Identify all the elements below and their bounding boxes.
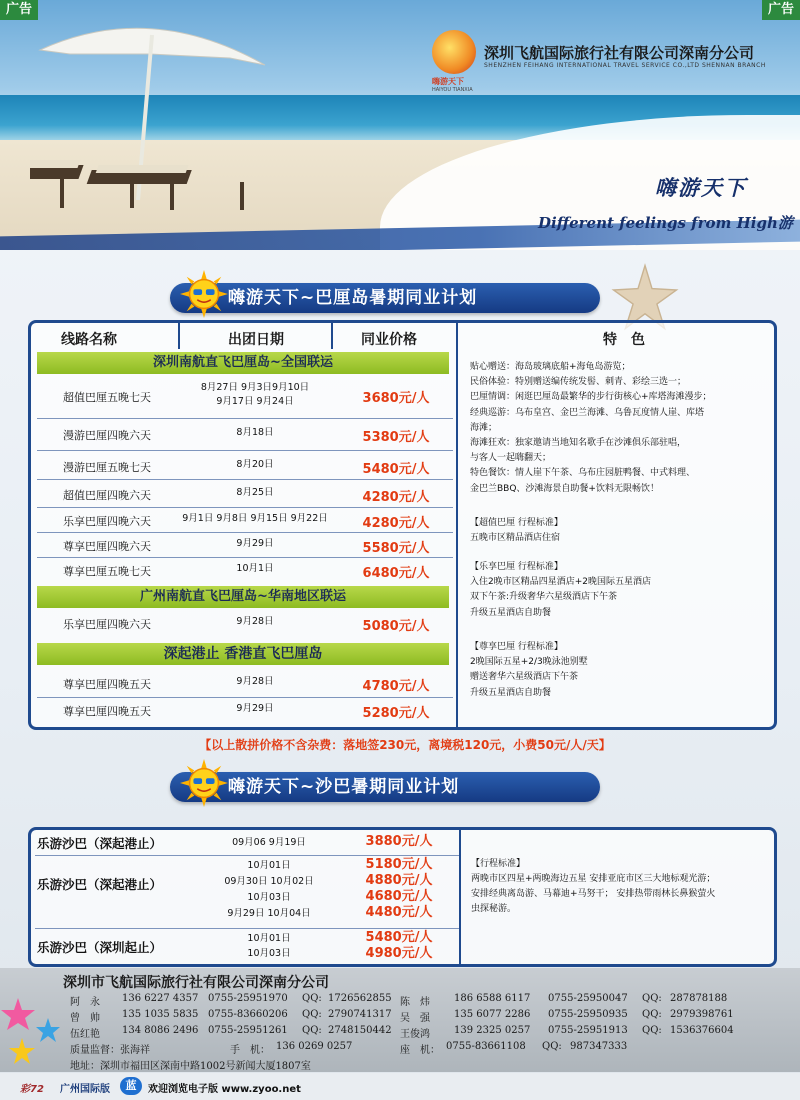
- sun-sunglasses-icon: [180, 759, 228, 807]
- brand-logo-icon: [432, 30, 476, 74]
- header-date: 出团日期: [228, 332, 284, 348]
- depart-date: 9月28日: [236, 616, 274, 627]
- price-line: 4980元/人: [365, 946, 433, 961]
- table-row: [37, 672, 453, 694]
- contact-qq: 2979398761: [670, 1009, 734, 1020]
- contact-qq: 287878188: [670, 993, 728, 1004]
- feature-line: 海滩狂欢：独家邀请当地知名歌手在沙滩俱乐部驻唱，: [470, 438, 687, 449]
- depart-date: [199, 931, 339, 961]
- sabah-features: [471, 857, 771, 917]
- column-divider: [459, 830, 461, 964]
- qq-label: QQ:: [302, 993, 322, 1004]
- colorful-stars-icon: [0, 978, 70, 1072]
- feature-line: 海滩；: [470, 422, 498, 433]
- depart-date: 9月28日: [236, 676, 274, 687]
- sabah-plan-table: [28, 827, 777, 967]
- bali-features: [470, 360, 760, 497]
- depart-date: 8月20日: [236, 459, 274, 470]
- table-row: [37, 612, 453, 634]
- row-divider: [37, 532, 453, 533]
- feature-line: 巴厘情调：闲逛巴厘岛最繁华的步行街核心+库塔海滩漫步；: [470, 392, 712, 403]
- standard-line: 升级五星酒店自助餐: [470, 607, 552, 618]
- qq-label: QQ:: [542, 1041, 562, 1052]
- price-line: 5480元/人: [365, 930, 433, 945]
- bali-plan-title: 嗨游天下~巴厘岛暑期同业计划: [170, 283, 600, 313]
- date-line: 10月01日: [247, 933, 291, 944]
- sabah-plan-title: 嗨游天下~沙巴暑期同业计划: [170, 772, 600, 802]
- date-line: 09月30日 10月02日: [224, 876, 314, 887]
- qq-label: QQ:: [642, 993, 662, 1004]
- logo-brand-cn: 嗨游天下: [432, 77, 464, 86]
- price-line: 5180元/人: [365, 857, 433, 872]
- row-divider: [37, 507, 453, 508]
- standard-title: 【尊享巴厘 行程标准】: [470, 642, 563, 652]
- contact-name: 吴 强: [400, 1013, 430, 1024]
- standard-title: 【乐享巴厘 行程标准】: [470, 562, 563, 572]
- price-line: 4880元/人: [365, 873, 433, 888]
- feature-line: 民俗体验：特别赠送编传统发髻、刺青、彩绘三选一；: [470, 377, 687, 388]
- price: [339, 857, 459, 921]
- column-divider: [178, 323, 180, 349]
- price: 5380元/人: [362, 430, 430, 445]
- row-divider: [37, 450, 453, 451]
- surcharge-notice: 【以上散拼价格不含杂费：落地签230元，离境税120元，小费50元/人/天】: [199, 738, 611, 752]
- price: [339, 930, 459, 962]
- date-line: 10月01日: [247, 860, 291, 871]
- company-name-en: SHENZHEN FEIHANG INTERNATIONAL TRAVEL SERVICE CO.,LTD SHENNAN BRANCH: [484, 62, 766, 69]
- supervisor-qq: 987347333: [570, 1041, 628, 1052]
- company-logo-block: [432, 30, 792, 93]
- standard-line: 升级五星酒店自助餐: [470, 687, 552, 698]
- page-number: 彩72: [20, 1084, 44, 1095]
- supervisor-tel: 0755-83661108: [446, 1041, 526, 1052]
- standard-title: 【超值巴厘 行程标准】: [470, 518, 563, 528]
- price: 4780元/人: [362, 679, 430, 694]
- slogan-en: Different feelings from High游: [538, 214, 793, 232]
- supervisor-name: 质量监督：张海祥: [70, 1045, 150, 1056]
- price: 6480元/人: [362, 566, 430, 581]
- standard-title: 【行程标准】: [471, 859, 526, 869]
- date-line: 10月03日: [247, 892, 291, 903]
- depart-date: 9月29日: [236, 703, 274, 714]
- publication-name: 广州国际版: [60, 1084, 110, 1095]
- qq-label: QQ:: [642, 1025, 662, 1036]
- date-line: 9月17日 9月24日: [216, 396, 294, 407]
- price: 5580元/人: [362, 541, 430, 556]
- standard-chaozhi: [470, 516, 760, 546]
- row-divider: [35, 855, 459, 856]
- website-link[interactable]: 欢迎浏览电子版 www.zyoo.net: [148, 1084, 301, 1095]
- contact-name: 陈 炜: [400, 997, 430, 1008]
- page-footer-strip: [0, 1073, 800, 1100]
- contact-name: 王俊鸿: [400, 1029, 430, 1040]
- contact-qq: 2790741317: [328, 1009, 392, 1020]
- band-hongkong-direct: 深起港止 香港直飞巴厘岛: [37, 643, 449, 665]
- contact-mobile: 135 1035 5835: [122, 1009, 199, 1020]
- table-row: [37, 534, 453, 556]
- price: 3680元/人: [362, 391, 430, 406]
- date-line: 10月03日: [247, 948, 291, 959]
- route-name: 乐游沙巴（深圳起止）: [37, 940, 163, 955]
- contact-tel: 0755-25951261: [208, 1025, 288, 1036]
- header-price: 同业价格: [361, 332, 417, 348]
- feature-line: 金巴兰BBQ、沙滩海景自助餐+饮料无限畅饮！: [470, 483, 659, 494]
- route-name: 尊享巴厘四晚五天: [63, 678, 151, 691]
- contact-mobile: 135 6077 2286: [454, 1009, 531, 1020]
- table-row: [37, 423, 453, 445]
- header-route: 线路名称: [61, 332, 117, 348]
- depart-date: 09月06 9月19日: [232, 837, 306, 848]
- table-row: [37, 559, 453, 581]
- route-name: 漫游巴厘五晚七天: [63, 461, 151, 474]
- contact-mobile: 134 8086 2496: [122, 1025, 199, 1036]
- slogan-cn: 嗨游天下: [655, 175, 747, 200]
- column-divider: [331, 323, 333, 349]
- company-name-cn: 深圳飞航国际旅行社有限公司深南分公司: [484, 44, 755, 62]
- feature-line: 两晚市区四星+两晚海边五星 安排亚庇市区三大地标观光游；: [471, 874, 716, 884]
- price: 5080元/人: [362, 619, 430, 634]
- contact-tel: 0755-25951913: [548, 1025, 628, 1036]
- route-name: 漫游巴厘四晚六天: [63, 429, 151, 442]
- route-name: 尊享巴厘五晚七天: [63, 565, 151, 578]
- standard-line: 2晚国际五星+2/3晚泳池别墅: [470, 657, 588, 668]
- depart-date: [199, 858, 339, 922]
- price: 4280元/人: [362, 490, 430, 505]
- logo-brand-en: HAIYOU TIANXIA: [432, 87, 473, 93]
- mobile-label: 手 机：: [230, 1045, 270, 1056]
- qq-label: QQ:: [642, 1009, 662, 1020]
- standard-line: 双下午茶:升级奢华六星级酒店下午茶: [470, 592, 618, 603]
- ad-label-left: 广告: [0, 0, 38, 20]
- footer-company-name: 深圳市飞航国际旅行社有限公司深南分公司: [63, 975, 329, 991]
- address: 地址：深圳市福田区深南中路1002号新闻大厦1807室: [70, 1061, 311, 1072]
- tel-label: 座 机：: [400, 1045, 440, 1056]
- feature-line: 虫探秘游。: [471, 904, 517, 914]
- depart-date: 8月18日: [236, 427, 274, 438]
- route-name: 乐享巴厘四晚六天: [63, 515, 151, 528]
- row-divider: [37, 697, 453, 698]
- price: 3880元/人: [365, 834, 433, 849]
- contact-tel: 0755-25950935: [548, 1009, 628, 1020]
- ad-label-right: 广告: [762, 0, 800, 20]
- contact-mobile: 139 2325 0257: [454, 1025, 531, 1036]
- row-divider: [35, 928, 459, 929]
- price: 5280元/人: [362, 706, 430, 721]
- price-line: 4680元/人: [365, 889, 433, 904]
- band-guangzhou-direct: 广州南航直飞巴厘岛~华南地区联运: [37, 586, 449, 608]
- table-row: [37, 699, 453, 721]
- feature-line: 与客人一起嗨翻天；: [470, 453, 552, 464]
- table-row: [37, 377, 453, 413]
- route-name: 尊享巴厘四晚五天: [63, 705, 151, 718]
- standard-line: 入住2晚市区精品四星酒店+2晚国际五星酒店: [470, 577, 651, 588]
- row-divider: [37, 479, 453, 480]
- header-features: 特 色: [603, 332, 645, 348]
- band-shenzhen-direct: 深圳南航直飞巴厘岛~全国联运: [37, 352, 449, 374]
- route-name: 乐享巴厘四晚六天: [63, 618, 151, 631]
- price: 5480元/人: [362, 462, 430, 477]
- depart-date: 10月1日: [236, 563, 274, 574]
- contact-tel: 0755-25951970: [208, 993, 288, 1004]
- contact-tel: 0755-25950047: [548, 993, 628, 1004]
- blue-badge-icon: 蓝: [120, 1077, 142, 1095]
- route-name: 超值巴厘四晚六天: [63, 489, 151, 502]
- row-divider: [37, 557, 453, 558]
- contact-mobile: 186 6588 6117: [454, 993, 531, 1004]
- contact-qq: 1726562855: [328, 993, 392, 1004]
- contact-name: 曾 帅: [70, 1013, 100, 1024]
- table-row: [37, 483, 453, 505]
- route-name: 尊享巴厘四晚六天: [63, 540, 151, 553]
- table-row: [37, 455, 453, 477]
- price-line: 4480元/人: [365, 905, 433, 920]
- feature-line: 安排经典离岛游、马幕迪+马努干； 安排热带雨林长鼻猴萤火: [471, 889, 716, 899]
- logo-brand-text: [432, 76, 492, 93]
- contact-qq: 2748150442: [328, 1025, 392, 1036]
- contact-name: 阿 永: [70, 997, 100, 1008]
- contact-qq: 1536376604: [670, 1025, 734, 1036]
- hero-banner: [0, 0, 800, 250]
- depart-date: [179, 381, 331, 409]
- date-line: 9月29日 10月04日: [227, 908, 311, 919]
- depart-date: 9月29日: [236, 538, 274, 549]
- date-line: 8月27日 9月3日9月10日: [200, 382, 310, 393]
- depart-date: 8月25日: [236, 487, 274, 498]
- standard-zunxiang: [470, 640, 760, 701]
- row-divider: [37, 418, 453, 419]
- standard-lexiang: [470, 560, 760, 621]
- standard-line: 赠送奢华六星级酒店下午茶: [470, 672, 579, 683]
- qq-label: QQ:: [302, 1025, 322, 1036]
- qq-label: QQ:: [302, 1009, 322, 1020]
- beach-umbrella-icon: [30, 10, 270, 210]
- contact-name: 伍红艳: [70, 1029, 100, 1040]
- standard-line: 五晚市区精品酒店住宿: [470, 533, 561, 544]
- price: 4280元/人: [362, 516, 430, 531]
- feature-line: 经典巡游：乌布皇宫、金巴兰海滩、乌鲁瓦度情人崖、库塔: [470, 407, 705, 418]
- contact-mobile: 136 6227 4357: [122, 993, 199, 1004]
- table-row: [37, 509, 453, 531]
- contact-footer: [0, 968, 800, 1072]
- route-name: 超值巴厘五晚七天: [63, 391, 151, 404]
- route-name: 乐游沙巴（深起港止）: [37, 836, 163, 851]
- contact-tel: 0755-83660206: [208, 1009, 288, 1020]
- route-name: 乐游沙巴（深起港止）: [37, 877, 163, 892]
- depart-date: 9月1日 9月8日 9月15日 9月22日: [182, 513, 328, 524]
- supervisor-mobile: 136 0269 0257: [276, 1041, 353, 1052]
- feature-line: 贴心赠送：海岛玻璃底船+海龟岛游览；: [470, 362, 631, 372]
- feature-line: 特色餐饮：情人崖下午茶、乌布庄园脏鸭餐、中式料理、: [470, 468, 696, 479]
- sun-sunglasses-icon: [180, 270, 228, 318]
